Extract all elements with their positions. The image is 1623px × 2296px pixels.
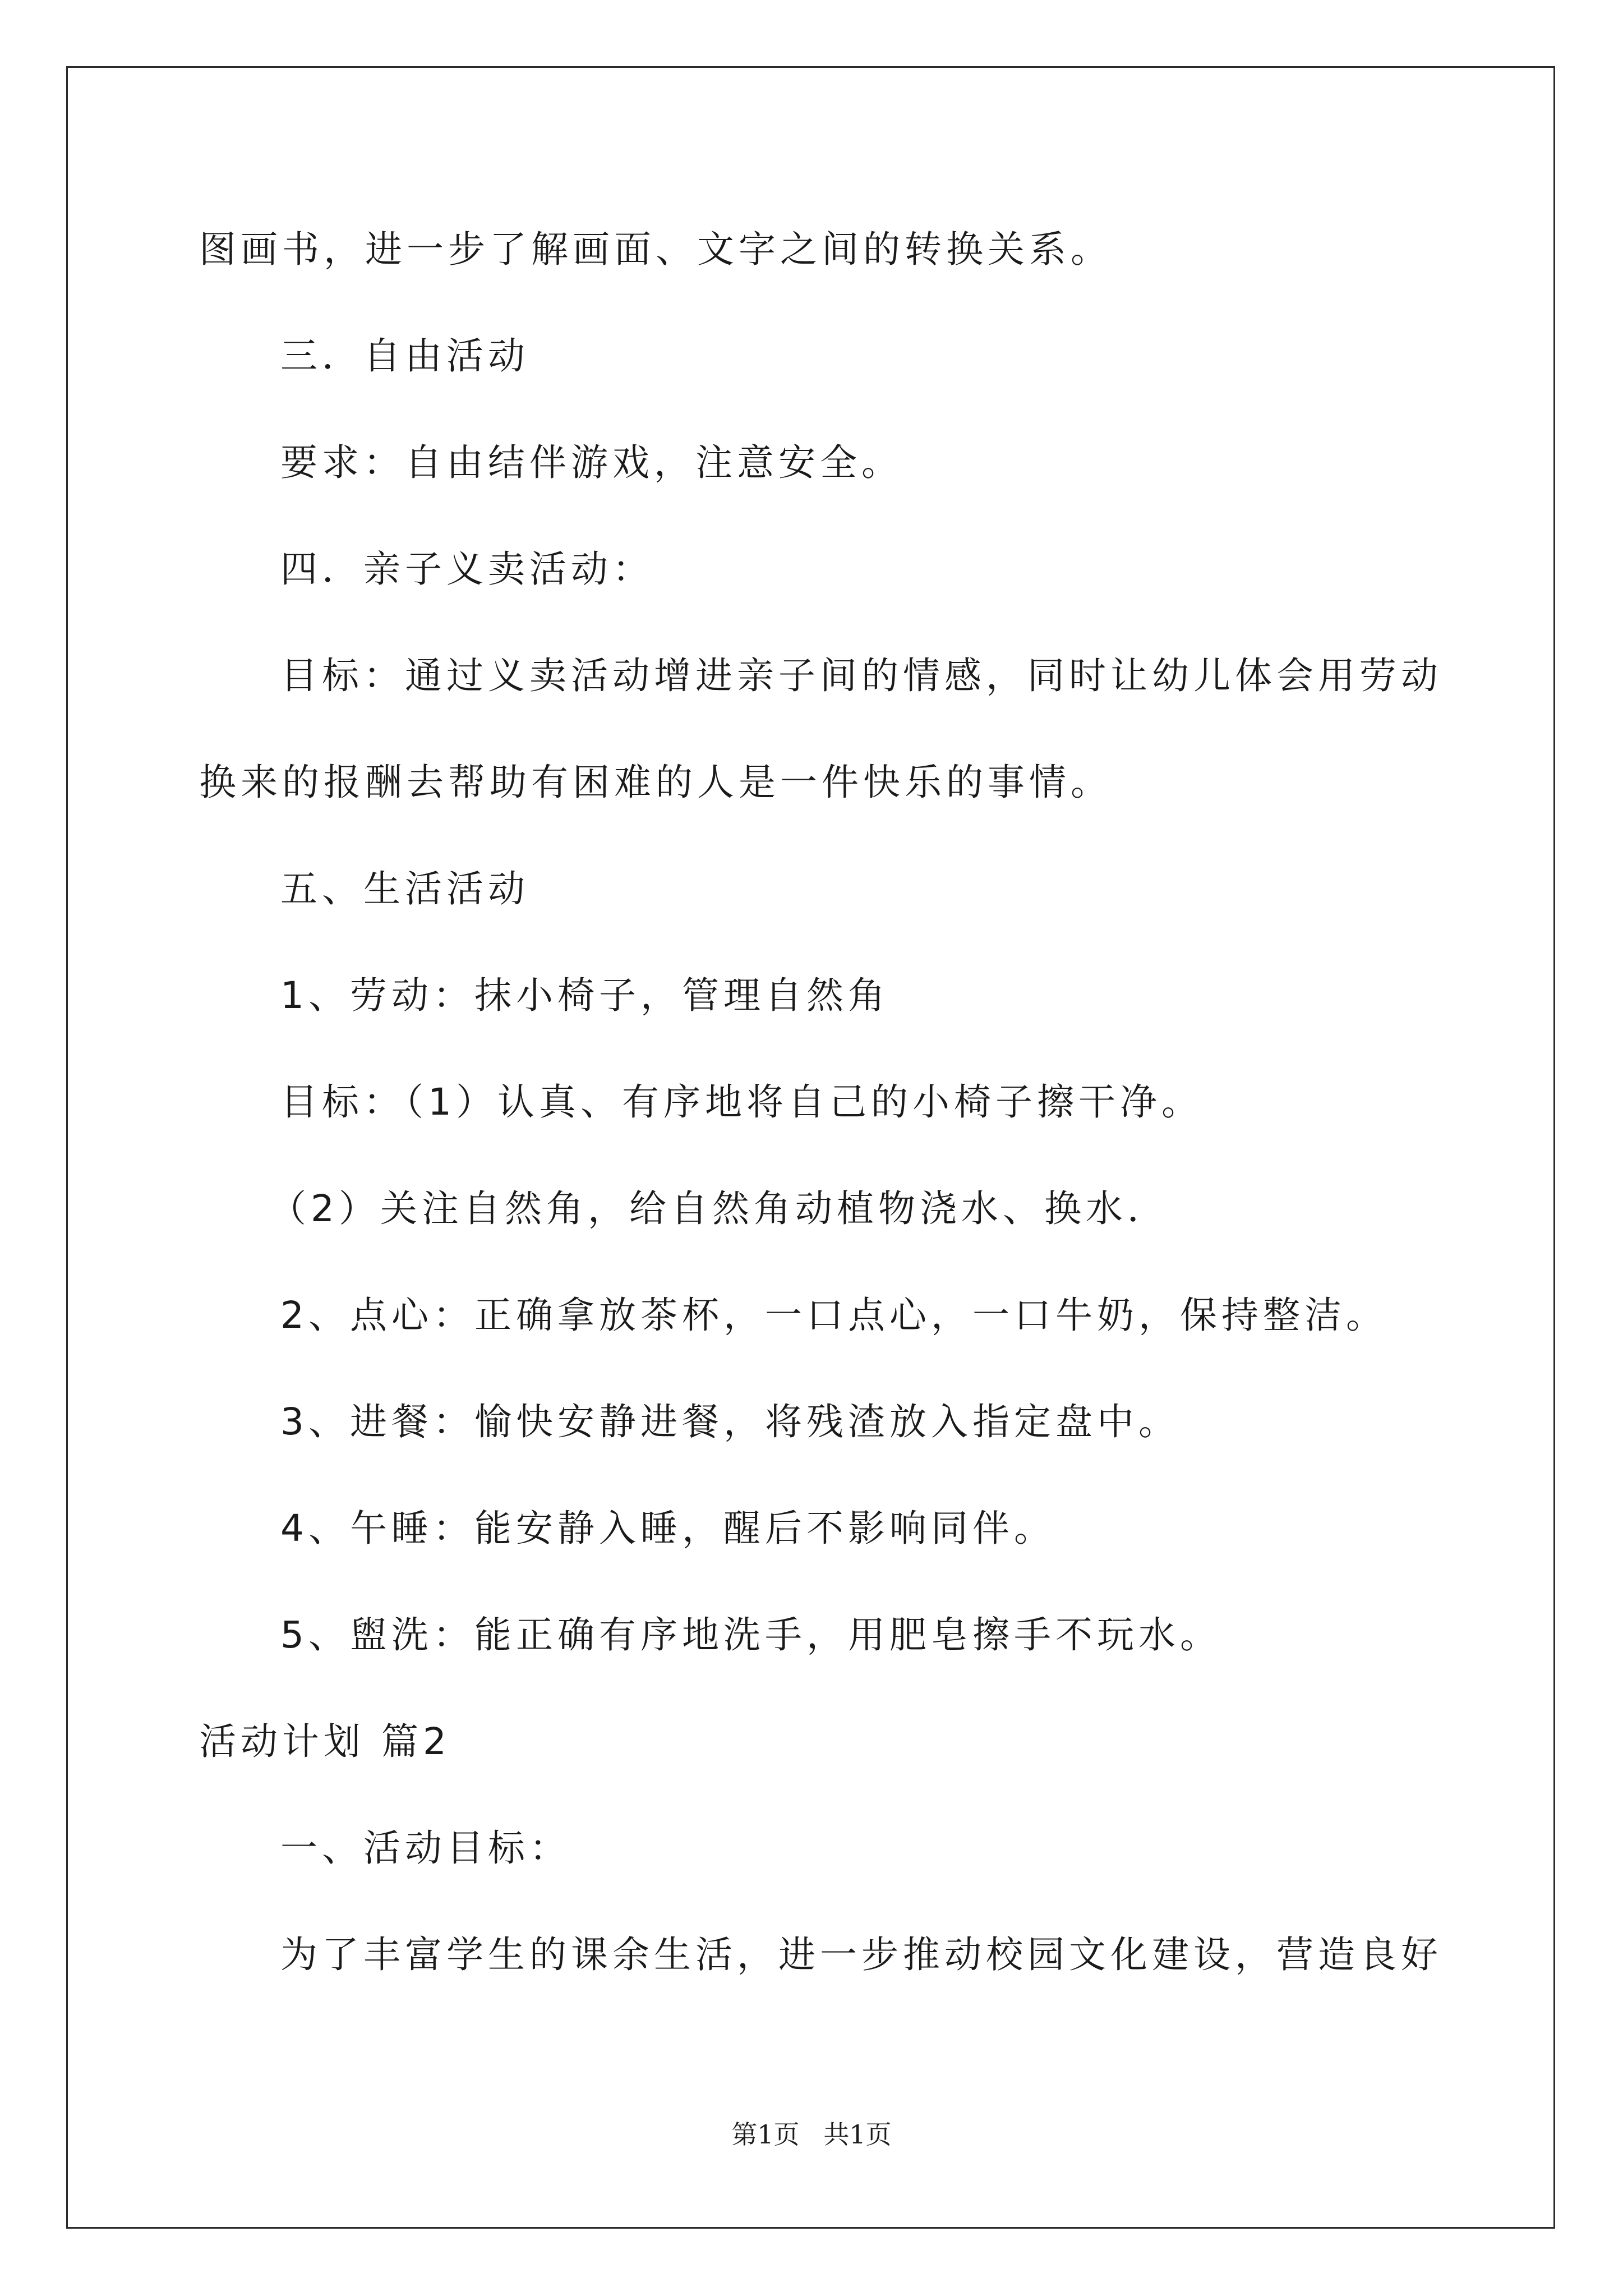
paragraph-line: 目标：（1）认真、有序地将自己的小椅子擦干净。 bbox=[280, 1080, 1203, 1124]
paragraph-line: 要求：自由结伴游戏，注意安全。 bbox=[280, 441, 903, 484]
section-heading: 五、生活活动 bbox=[280, 867, 529, 910]
article-title: 活动计划 篇2 bbox=[199, 1720, 451, 1763]
paragraph-line: （2）关注自然角，给自然角动植物浇水、换水． bbox=[269, 1187, 1169, 1230]
section-heading: 四．亲子义卖活动： bbox=[280, 547, 654, 591]
paragraph-line: 换来的报酬去帮助有困难的人是一件快乐的事情。 bbox=[199, 761, 1112, 804]
section-heading: 一、活动目标： bbox=[280, 1826, 571, 1870]
list-item: 5、盥洗：能正确有序地洗手，用肥皂擦手不玩水。 bbox=[280, 1613, 1221, 1657]
page-total: 共1页 bbox=[823, 2119, 892, 2150]
list-item: 2、点心：正确拿放茶杯，一口点心，一口牛奶，保持整洁。 bbox=[280, 1294, 1387, 1337]
paragraph-line: 图画书，进一步了解画面、文字之间的转换关系。 bbox=[199, 228, 1112, 271]
list-item: 3、进餐：愉快安静进餐，将残渣放入指定盘中。 bbox=[280, 1400, 1180, 1443]
page-number: 第1页 bbox=[731, 2119, 800, 2150]
page-footer bbox=[0, 2118, 1623, 2151]
paragraph-line: 为了丰富学生的课余生活，进一步推动校园文化建设，营造良好 bbox=[280, 1933, 1442, 1976]
section-heading: 三．自由活动 bbox=[280, 334, 529, 378]
page-border bbox=[66, 66, 1555, 2229]
paragraph-line: 目标：通过义卖活动增进亲子间的情感，同时让幼儿体会用劳动 bbox=[280, 654, 1442, 697]
list-item: 4、午睡：能安静入睡，醒后不影响同伴。 bbox=[280, 1507, 1055, 1550]
list-item: 1、劳动：抹小椅子，管理自然角 bbox=[280, 974, 889, 1017]
